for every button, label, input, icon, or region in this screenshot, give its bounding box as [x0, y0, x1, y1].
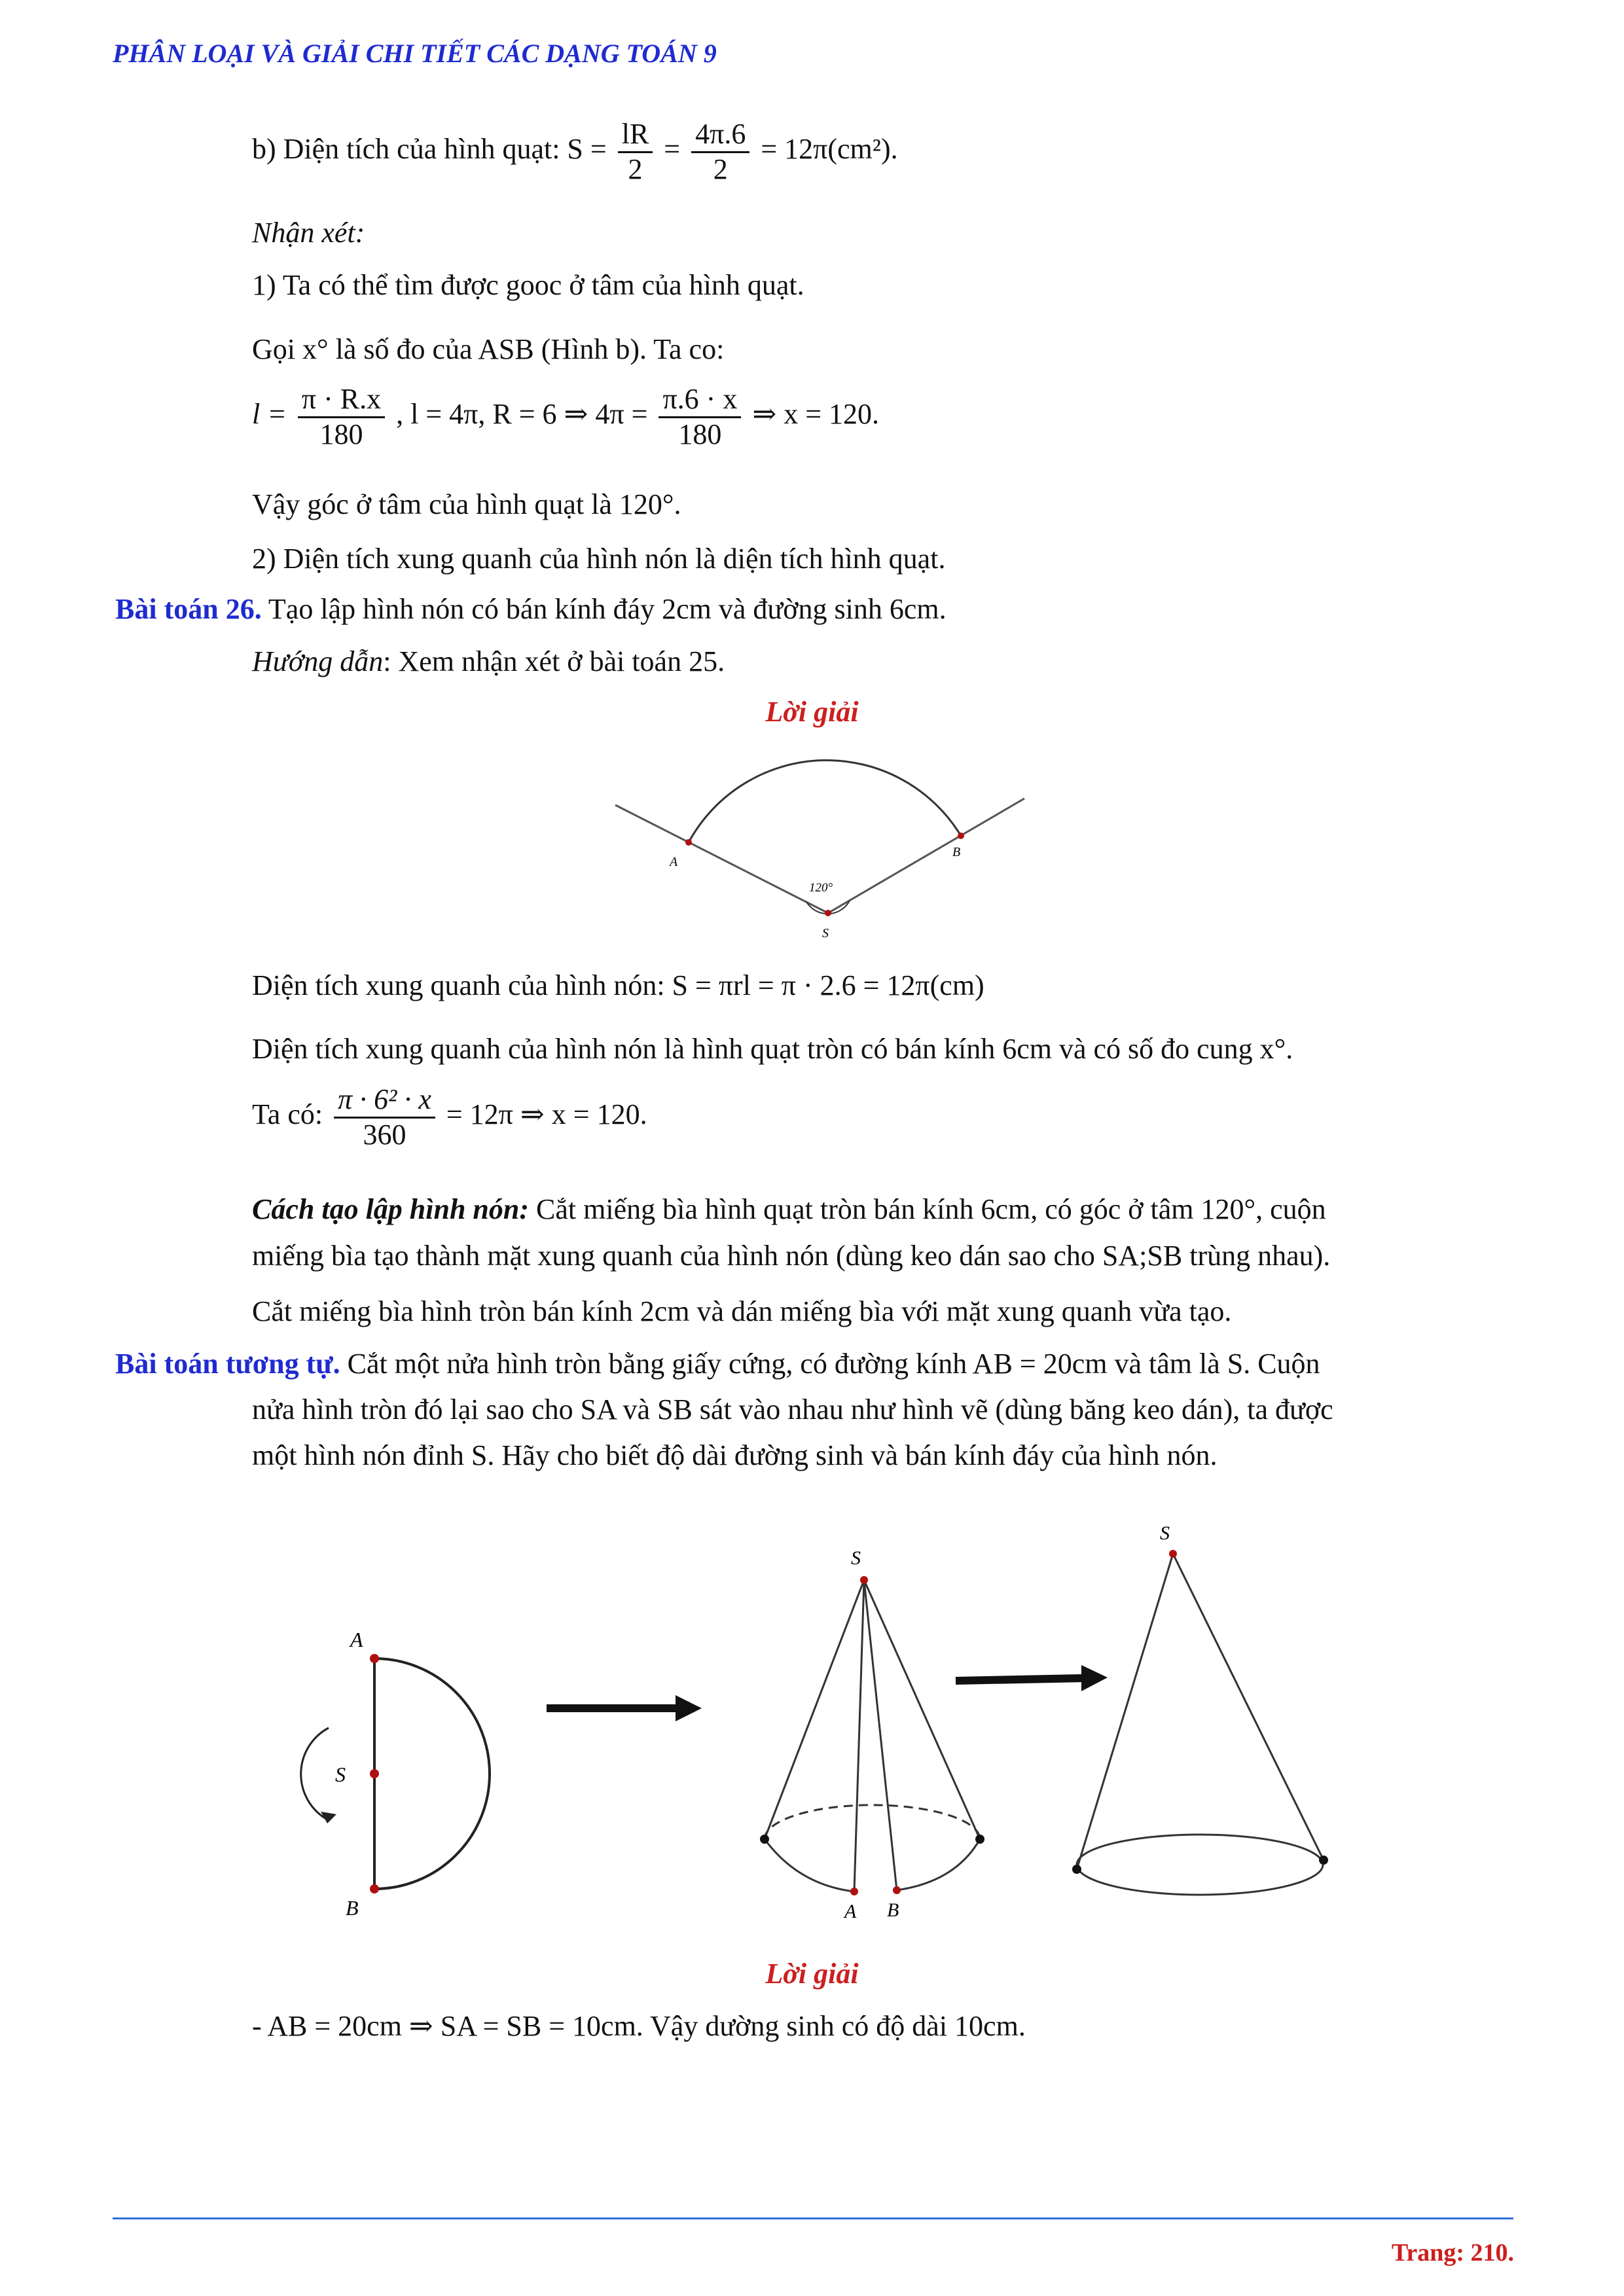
frac-den: 180: [678, 418, 722, 450]
remark-formula: [252, 383, 879, 451]
cone1-label-b: B: [887, 1899, 899, 1921]
cone1-apex: [860, 1576, 868, 1584]
label-s: S: [822, 926, 829, 941]
cone1-left-point: [760, 1835, 769, 1844]
remark-item-1: 1) Ta có thể tìm được gooc ở tâm của hình quạt.: [252, 269, 804, 301]
sector-figure: [602, 740, 1034, 949]
frac-num: 4π.6: [691, 118, 749, 153]
arrow-2-shaft: [956, 1678, 1083, 1681]
frac-den: 180: [319, 418, 363, 450]
cone1-point-b: [893, 1886, 901, 1894]
frac-den: 2: [713, 152, 728, 185]
frac-num: lR: [618, 118, 653, 153]
method-line-3: Cắt miếng bìa hình tròn bán kính 2cm và dán miếng bìa với mặt xung quanh vừa tạo.: [252, 1295, 1232, 1327]
fraction-lr: [618, 118, 653, 186]
fraction-pi6x: [659, 383, 741, 451]
point-b: [958, 833, 964, 839]
frac-num: π · R.x: [298, 383, 385, 418]
fraction-4pi6: [691, 118, 749, 186]
similar-problem-line-1: [115, 1347, 1320, 1380]
label-a: A: [670, 855, 678, 869]
point-s: [370, 1769, 379, 1778]
solution-title-1: Lời giải: [765, 696, 859, 728]
formula-middle: , l = 4π, R = 6 ⇒ 4π =: [396, 398, 648, 431]
frac-num: π · 6² · x: [334, 1083, 435, 1119]
label-angle: 120°: [809, 881, 833, 895]
label-s: S: [335, 1763, 346, 1786]
part-b-prefix: b) Diện tích của hình quạt: S =: [252, 133, 607, 166]
cone2-right-point: [1319, 1856, 1328, 1865]
problem-26-hint: [252, 645, 725, 678]
cone1-right-edge: [864, 1580, 980, 1839]
point-b: [370, 1884, 379, 1893]
problem-26-label: Bài toán 26.: [115, 593, 262, 625]
cone1-front-left: [765, 1839, 854, 1892]
equals-sign: =: [664, 133, 681, 166]
method-line-1: [252, 1193, 1326, 1226]
similar-label: Bài toán tương tự.: [115, 1348, 340, 1380]
cone1-back-ellipse: [765, 1805, 980, 1839]
remark-conclusion: Vậy góc ở tâm của hình quạt là 120°.: [252, 488, 681, 520]
cone1-left-edge: [765, 1580, 864, 1839]
point-a: [685, 839, 692, 846]
cone1-sb: [864, 1580, 897, 1890]
cone2-right-edge: [1173, 1554, 1324, 1860]
cone1-front-right: [897, 1839, 980, 1890]
half-circle-arc: [374, 1659, 490, 1889]
arrow-2-head: [1081, 1665, 1108, 1691]
arrow-1-head: [676, 1695, 702, 1721]
remark-goi-text: Gọi x° là số đo của ASB (Hình b). Ta co:: [252, 333, 725, 365]
frac-num: π.6 · x: [659, 383, 741, 418]
frac-den: 2: [628, 152, 643, 185]
cone2-left-edge: [1077, 1554, 1173, 1869]
solution-sim-line-1: - AB = 20cm ⇒ SA = SB = 10cm. Vậy dường sinh có độ dài 10cm.: [252, 2010, 1026, 2042]
fraction-pi36x: [334, 1083, 435, 1151]
point-s: [825, 910, 831, 916]
cone1-right-point: [975, 1835, 984, 1844]
footer-rule: [113, 2217, 1513, 2219]
similar-problem-line-3: một hình nón đỉnh S. Hãy cho biết độ dài đường sinh và bán kính đáy của hình nón.: [252, 1439, 1218, 1471]
solution-title-2: Lời giải: [765, 1958, 859, 1990]
similar-problem-line-2: nửa hình tròn đó lại sao cho SA và SB sát vào nhau như hình vẽ (dùng băng keo dán), ta được: [252, 1393, 1333, 1426]
cone2-base: [1077, 1835, 1323, 1895]
method-text-1: Cắt miếng bìa hình quạt tròn bán kính 6cm, có góc ở tâm 120°, cuộn: [529, 1193, 1326, 1225]
formula-result: ⇒ x = 120.: [752, 398, 880, 431]
solution-26-formula: [252, 1083, 647, 1151]
page-header: PHÂN LOẠI VÀ GIẢI CHI TIẾT CÁC DẠNG TOÁN 9: [113, 39, 717, 68]
cone2-apex: [1169, 1550, 1177, 1558]
frac-den: 360: [363, 1118, 406, 1151]
part-b-result: = 12π(cm²).: [761, 133, 898, 166]
sector-arc: [689, 761, 961, 842]
problem-26-text: Tạo lập hình nón có bán kính đáy 2cm và đường sinh 6cm.: [261, 593, 947, 625]
taco-label: Ta có:: [252, 1098, 323, 1131]
cone2-left-point: [1072, 1865, 1081, 1874]
method-line-2: miếng bìa tạo thành mặt xung quanh của hình nón (dùng keo dán sao cho SA;SB trùng nhau).: [252, 1240, 1331, 1272]
method-label: Cách tạo lập hình nón:: [252, 1193, 530, 1225]
ray-sb: [828, 798, 1024, 913]
part-b-line: [252, 118, 898, 186]
page-number: Trang: 210.: [1391, 2239, 1514, 2267]
ray-sa: [615, 805, 828, 913]
hint-label: Hướng dẫn: [252, 645, 384, 677]
formula-l-eq: l =: [252, 398, 287, 431]
problem-26: [115, 592, 947, 626]
remark-item-2: 2) Diện tích xung quanh của hình nón là diện tích hình quạt.: [252, 543, 946, 575]
curl-arrow: [301, 1728, 329, 1820]
label-b: B: [952, 845, 961, 859]
fraction-piRx: [298, 383, 385, 451]
cone1-sa: [854, 1580, 864, 1892]
cone1-label-s: S: [851, 1547, 861, 1569]
formula-result: = 12π ⇒ x = 120.: [446, 1098, 647, 1131]
cone1-point-a: [850, 1888, 858, 1895]
similar-text-1: Cắt một nửa hình tròn bằng giấy cứng, có đường kính AB = 20cm và tâm là S. Cuộn: [340, 1348, 1320, 1380]
solution-26-line-1: Diện tích xung quanh của hình nón: S = πrl = π · 2.6 = 12π(cm): [252, 969, 984, 1001]
remark-title: Nhận xét:: [252, 217, 365, 249]
hint-text: : Xem nhận xét ở bài toán 25.: [383, 645, 725, 677]
label-b: B: [346, 1896, 359, 1920]
cone2-label-s: S: [1160, 1522, 1170, 1544]
label-a: A: [350, 1628, 363, 1651]
solution-26-line-2: Diện tích xung quanh của hình nón là hình quạt tròn có bán kính 6cm và có số đo cung x°.: [252, 1033, 1293, 1065]
cone1-label-a: A: [844, 1901, 857, 1922]
point-a: [370, 1654, 379, 1663]
cone-forming-figure: [275, 1499, 1348, 1931]
